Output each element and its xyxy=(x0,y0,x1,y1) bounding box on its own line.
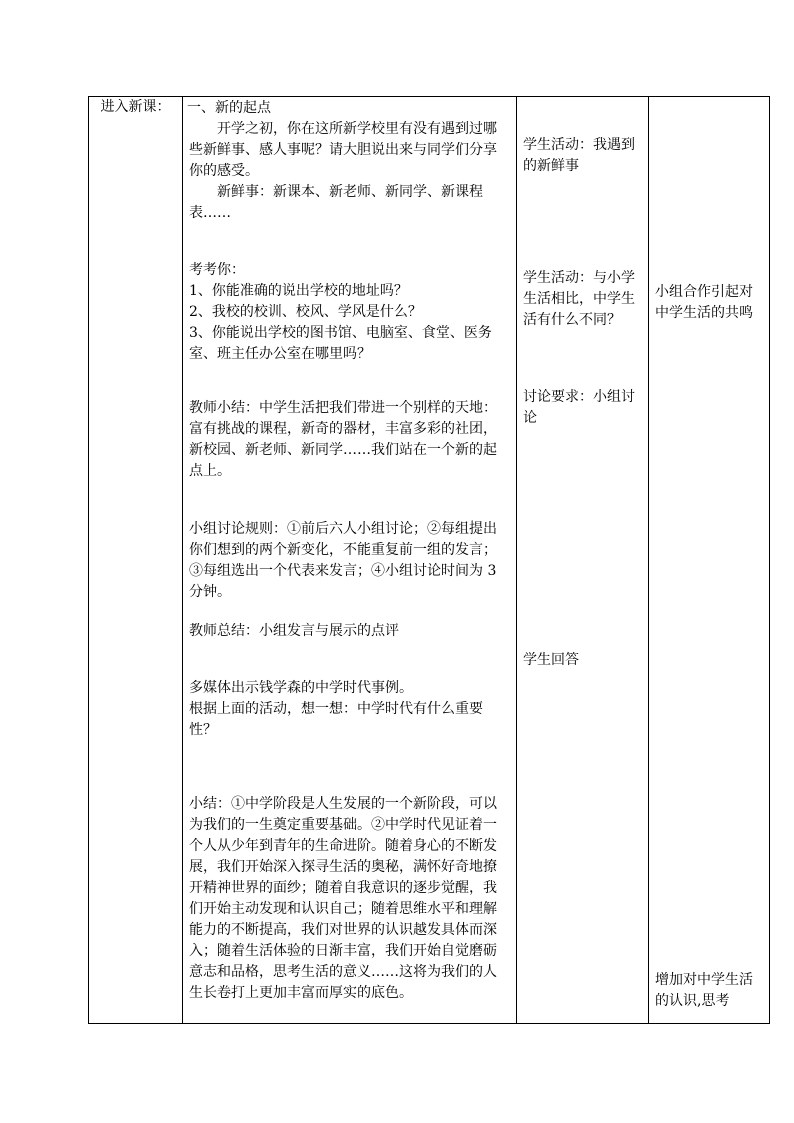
fresh-things-paragraph: 新鲜事：新课本、新老师、新同学、新课程表…… xyxy=(189,184,483,221)
multimedia-note: 多媒体出示钱学森的中学时代事例。 xyxy=(189,680,413,696)
student-activity-2: 学生活动：与小学生活相比，中学生活有什么不同？ xyxy=(523,270,635,328)
teacher-conclusion: 教师总结：小组发言与展示的点评 xyxy=(189,623,399,639)
discussion-requirement: 讨论要求：小组讨论 xyxy=(523,389,635,426)
reflection-question: 根据上面的活动，想一想：中学时代有什么重要性？ xyxy=(189,701,483,738)
quiz-question-2: 2、我校的校训、校风、学风是什么？ xyxy=(189,304,422,320)
intro-paragraph: 开学之初，你在这所新学校里有没有遇到过哪些新鲜事、感人事呢？请大胆说出来与同学们分享你的感受。 xyxy=(189,121,497,179)
quiz-title: 考考你： xyxy=(189,262,245,278)
design-intent-cell xyxy=(649,97,770,1024)
table-row xyxy=(89,97,770,1024)
section-label-cell xyxy=(89,97,183,1024)
student-activity-cell xyxy=(517,97,649,1024)
section-heading: 一、新的起点 xyxy=(187,100,271,116)
teacher-summary: 教师小结：中学生活把我们带进一个别样的天地：富有挑战的课程，新奇的器材，丰富多彩的社团，新校园、新老师、新同学……我们站在一个新的起点上。 xyxy=(189,400,497,479)
lesson-plan-table xyxy=(88,96,770,1024)
section-label: 进入新课： xyxy=(100,99,171,115)
student-activity-1: 学生活动：我遇到的新鲜事 xyxy=(523,137,635,174)
group-discussion-rules: 小组讨论规则：①前后六人小组讨论；②每组提出你们想到的两个新变化，不能重复前一组的发言；③每组选出一个代表来发言；④小组讨论时间为 3 分钟。 xyxy=(189,521,497,600)
quiz-question-1: 1、你能准确的说出学校的地址吗？ xyxy=(189,283,408,299)
quiz-question-3: 3、你能说出学校的图书馆、电脑室、食堂、医务室、班主任办公室在哪里吗？ xyxy=(189,325,492,362)
design-intent-understanding: 增加对中学生活的认识,思考 xyxy=(655,972,753,1009)
final-summary: 小结：①中学阶段是人生发展的一个新阶段，可以为我们的一生奠定重要基础。②中学时代见证着一个人从少年到青年的生命进阶。随着身心的不断发展，我们开始深入探寻生活的奥秘，满怀好奇地撩开精神世界的面纱；随着自我意识的逐步觉醒，我们开始主动发现和认识自己；随着思维水平和理解能力的不断提高，我们对世界的认识越发具体而深入；随着生活体验的日渐丰富，我们开始自觉磨砺意志和品格，思考生活的意义……这将为我们的人生长卷打上更加丰富而厚实的底色。 xyxy=(189,796,497,1001)
design-intent-resonance: 小组合作引起对中学生活的共鸣 xyxy=(655,284,753,321)
student-answer: 学生回答 xyxy=(523,652,579,668)
teaching-content-cell xyxy=(183,97,517,1024)
